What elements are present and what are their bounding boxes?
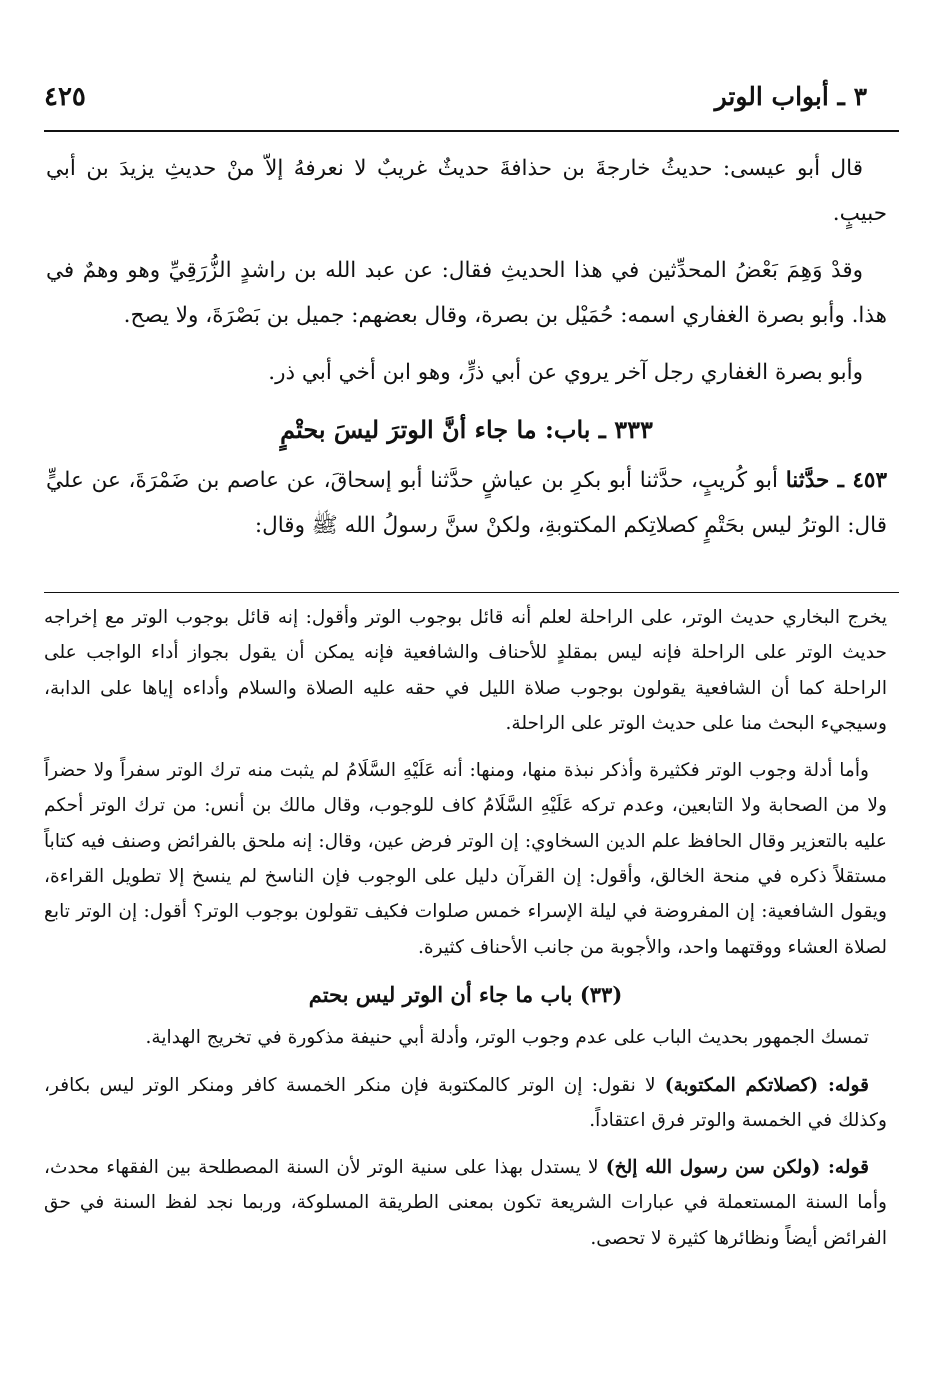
quote-text-1: لا نقول: إن الوتر كالمكتوبة فإن منكر الخمسة كافر ومنكر الوتر ليس بكافر، وكذلك في الخمسة والوتر فرق اعتقاداً. [44,1074,887,1131]
commentary-heading: (٣٣) باب ما جاء أن الوتر ليس بحتم [308,981,623,1007]
quote-label-1: قوله: (كصلاتكم المكتوبة) [664,1074,869,1096]
commentary [44,600,887,1268]
paragraph-3: وأبو بصرة الغفاري رجل آخر يروي عن أبي ذرٍّ، وهو ابن أخي أبي ذر. [268,360,863,385]
header-divider [44,130,899,132]
paragraph-1: قال أبو عيسى: حديثُ خارجةَ بن حذافةَ حديثٌ غريبٌ لا نعرفهُ إلاّ منْ حديثِ يزيدَ بن أبي حبيبٍ. [46,156,887,226]
quote-label-2: قوله: (ولكن سن رسول الله إلخ) [605,1157,869,1179]
commentary-paragraph-4 [44,1068,887,1139]
running-title: ٣ ـ أبواب الوتر [714,82,867,111]
hadith-paragraph [46,458,887,548]
commentary-paragraph-2: وأما أدلة وجوب الوتر فكثيرة وأذكر نبذة منها، ومنها: أنه عَلَيْهِ السَّلَامُ لم يثبت منه ترك الوتر سفراً ولا حضراً ولا من الصحابة ولا التابعين، وعدم تركه عَلَيْهِ السَّلَامُ كاف للوجوب، وقال مالك بن أنس: من ترك الوتر أحكم عليه بالتعزير وقال الحافظ علم الدين السخاوي: إن الوتر فرض عين، وقال: إنه ملحق بالفرائض وصنف فيه كتاباً مستقلاً ذكره في منحة الخالق، وأقول: إن القرآن دليل على الوجوب فإن الناسخ لم ينسخ إلا تطويل القراءة، ويقول الشافعية: إن المفروضة في ليلة الإسراء خمس صلوات فكيف تقولون بوجوب الوتر؟ أقول: إن الوتر تابع لصلاة العشاء ووقتهما واحد، والأجوبة من جانب الأحناف كثيرة. [44,760,887,958]
page-header [44,82,867,122]
commentary-paragraph-3: تمسك الجمهور بحديث الباب على عدم وجوب الوتر، وأدلة أبي حنيفة مذكورة في تخريج الهداية. [145,1027,869,1049]
commentary-paragraph-5 [44,1150,887,1256]
hadith-number: ٤٥٣ ـ حدَّثنا [785,468,887,493]
commentary-paragraph-1: يخرج البخاري حديث الوتر، على الراحلة لعلم أنه قائل بوجوب الوتر وأقول: إنه قائل بوجوب الوتر مع إخراجه حديث الوتر على الراحلة فإنه ليس بمقلدٍ للأحناف والشافعية فإنه يمكن أن يقول بجواز أداء الواجب على الراحلة كما أن الشافعية يقولون بوجوب صلاة الليل في حقه عليه الصلاة والسلام وأداءه إياها على الدابة، وسيجيء البحث منا على حديث الوتر على الراحلة. [44,607,887,734]
footnote-divider [44,592,899,593]
main-text [46,146,887,560]
hadith-text: أبو كُريبٍ، حدَّثنا أبو بكرِ بن عياشٍ حدَّثنا أبو إسحاقَ، عن عاصم بن ضَمْرَةَ، عن عليٍّ قال: الوترُ ليس بحَتْمٍ كصلاتِكم المكتوبةِ، ولكنْ سنَّ رسولُ الله ﷺ وقال: [46,468,887,538]
page-number: ٤٢٥ [44,82,86,112]
chapter-heading: ٣٣٣ ـ باب: ما جاء أنَّ الوترَ ليسَ بحتْمٍ [280,415,653,444]
quote-text-2: لا يستدل بهذا على سنية الوتر لأن السنة المصطلحة بين الفقهاء محدث، وأما السنة المستعملة في عبارات الشريعة تكون بمعنى الطريقة المسلوكة، وربما نجد لفظ السنة في حق الفرائض أيضاً ونظائرها كثيرة لا تحصى. [44,1157,887,1249]
paragraph-2: وقدْ وَهِمَ بَعْضُ المحدِّثين في هذا الحديثِ فقال: عن عبد الله بن راشدٍ الزُّرَقِيِّ وهو وهمٌ في هذا. وأبو بصرة الغفاري اسمه: حُمَيْل بن بصرة، وقال بعضهم: جميل بن بَصْرَةَ، ولا يصح. [46,258,887,328]
